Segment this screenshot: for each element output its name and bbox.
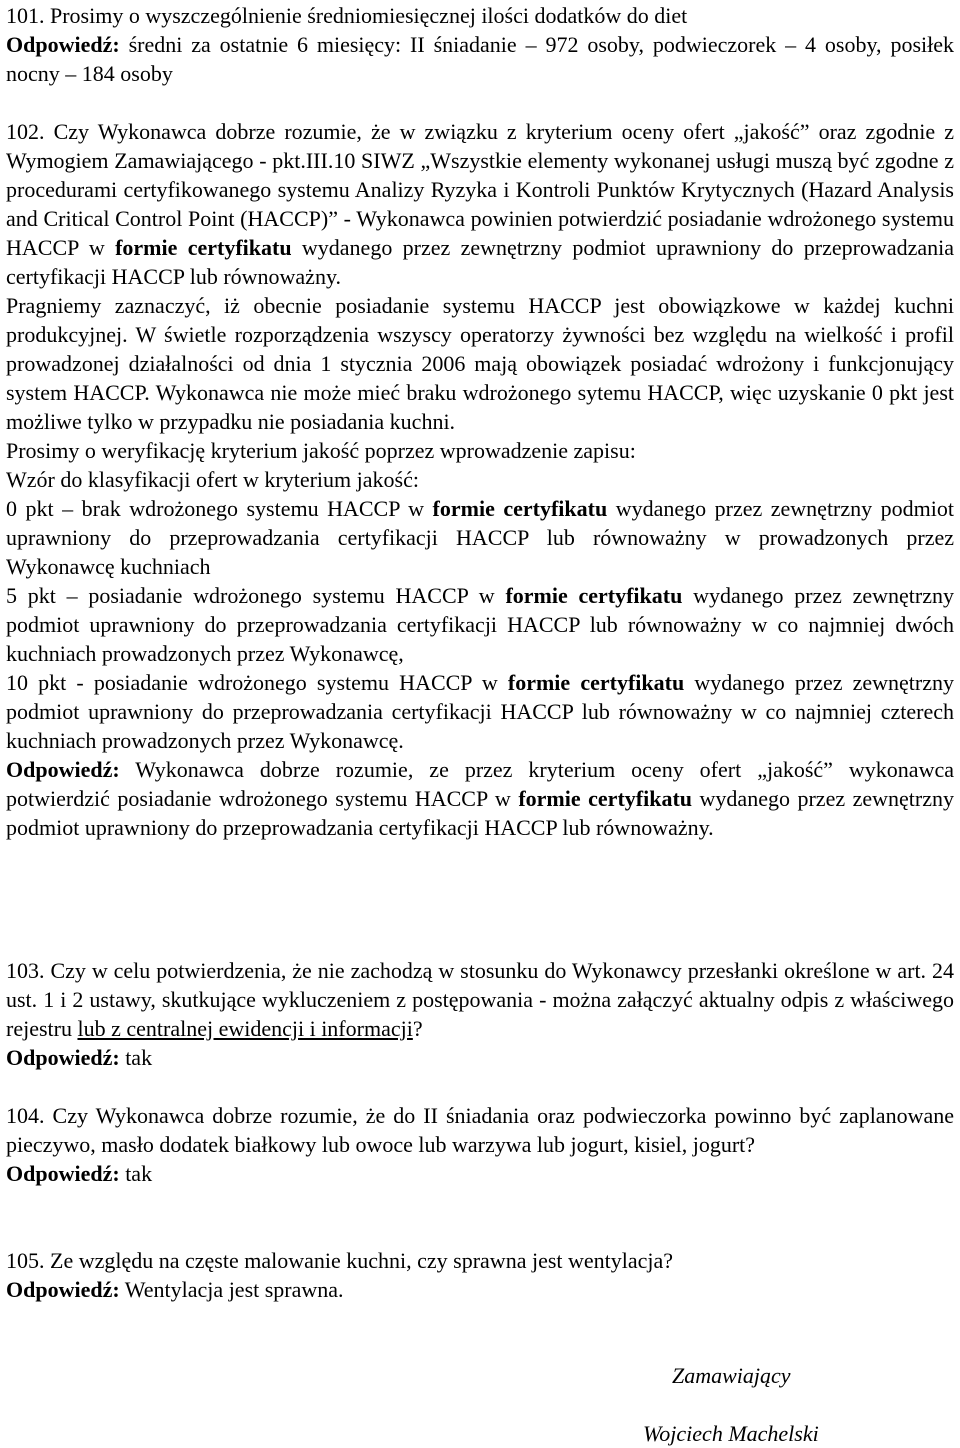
underlined-phrase: lub z centralnej ewidencji i informacji <box>77 1016 413 1041</box>
answer-label: Odpowiedź: <box>6 32 120 57</box>
signature-role: Zamawiający <box>672 1363 791 1388</box>
question-105-answer <box>6 1275 954 1304</box>
question-102-answer <box>6 755 954 842</box>
criterion-text: 10 pkt - posiadanie wdrożonego systemu HACCP w <box>6 670 508 695</box>
answer-label: Odpowiedź: <box>6 1277 120 1302</box>
question-105 <box>6 1246 954 1304</box>
answer-text: średni za ostatnie 6 miesięcy: II śniadanie – 972 osoby, podwieczorek – 4 osoby, posiłek nocny – 184 osoby <box>6 32 954 86</box>
question-102-text <box>6 117 954 291</box>
question-102-body-end: wydanego przez zewnętrzny podmiot uprawniony do przeprowadzania certyfikacji HACCP lub równoważny. <box>6 235 954 289</box>
answer-text: tak <box>119 1045 153 1070</box>
question-101 <box>6 1 954 88</box>
criterion-0-pkt <box>6 494 954 581</box>
question-102-note: Pragniemy zaznaczyć, iż obecnie posiadanie systemu HACCP jest obowiązkowe w każdej kuchni produkcyjnej. W świetle rozporządzenia wszyscy operatorzy żywności bez względu na wielkość i profil prowadzonej działalności od dnia 1 stycznia 2006 mają obowiązek posiadać wdrożony i funkcjonujący system HACCP. Wykonawca nie może mieć braku wdrożonego sytemu HACCP, więc uzyskanie 0 pkt jest możliwe tylko w przypadku nie posiadania kuchni. <box>6 293 954 434</box>
bold-phrase: formie certyfikatu <box>115 235 292 260</box>
question-103-body: 103. Czy w celu potwierdzenia, że nie zachodzą w stosunku do Wykonawcy przesłanki określone w art. 24 ust. 1 i 2 ustawy, skutkujące wykluczeniem z postępowania - można załączyć aktualny odpis z właściwego rejestru <box>6 958 954 1041</box>
answer-label: Odpowiedź: <box>6 757 120 782</box>
question-105-text: 105. Ze względu na częste malowanie kuchni, czy sprawna jest wentylacja? <box>6 1248 674 1273</box>
criterion-text: 0 pkt – brak wdrożonego systemu HACCP w <box>6 496 433 521</box>
question-102 <box>6 117 954 842</box>
criterion-text: 5 pkt – posiadanie wdrożonego systemu HACCP w <box>6 583 506 608</box>
criterion-text: wydanego przez zewnętrzny podmiot uprawniony do przeprowadzania certyfikacji HACCP lub równoważny w co najmniej dwóch kuchniach prowadzonych przez Wykonawcę, <box>6 583 955 666</box>
answer-text: tak <box>119 1161 153 1186</box>
answer-text: Wentylacja jest sprawna. <box>119 1277 344 1302</box>
answer-text: Wykonawca dobrze rozumie, ze przez kryterium oceny ofert „jakość” wykonawca potwierdzić posiadanie wdrożonego systemu HACCP w <box>6 757 954 811</box>
bold-phrase: formie certyfikatu <box>432 496 608 521</box>
question-102-pattern-title: Wzór do klasyfikacji ofert w kryterium jakość: <box>6 467 419 492</box>
question-103 <box>6 956 954 1072</box>
question-104-answer <box>6 1159 954 1188</box>
question-102-body: 102. Czy Wykonawca dobrze rozumie, że w związku z kryterium oceny ofert „jakość” oraz zgodnie z Wymogiem Zamawiającego - pkt.III.10 SIWZ „Wszystkie elementy wykonanej usługi muszą być zgodne z procedurami certyfikowanego systemu Analizy Ryzyka i Kontroli Punktów Krytycznych (Hazard Analysis and Critical Control Point (HACCP)” - Wykonawca powinien potwierdzić posiadanie wdrożonego systemu HACCP w <box>6 119 954 260</box>
answer-label: Odpowiedź: <box>6 1045 120 1070</box>
question-101-text: 101. Prosimy o wyszczególnienie średniomiesięcznej ilości dodatków do diet <box>6 3 688 28</box>
answer-text: wydanego przez zewnętrzny podmiot uprawniony do przeprowadzania certyfikacji HACCP lub równoważny. <box>6 786 954 840</box>
question-101-answer <box>6 30 954 88</box>
question-103-answer <box>6 1043 954 1072</box>
question-102-request: Prosimy o weryfikację kryterium jakość poprzez wprowadzenie zapisu: <box>6 438 636 463</box>
criterion-5-pkt <box>6 581 954 668</box>
criterion-10-pkt <box>6 668 954 755</box>
question-104 <box>6 1101 954 1188</box>
bold-phrase: formie certyfikatu <box>505 583 683 608</box>
question-103-text <box>6 956 954 1043</box>
bold-phrase: formie certyfikatu <box>507 670 685 695</box>
criterion-text: wydanego przez zewnętrzny podmiot uprawniony do przeprowadzania certyfikacji HACCP lub równoważny w prowadzonych przez Wykonawcę kuchniach <box>6 496 954 579</box>
bold-phrase: formie certyfikatu <box>518 786 693 811</box>
signature-name: Wojciech Machelski <box>643 1421 819 1446</box>
question-103-body-end: ? <box>412 1016 423 1041</box>
answer-label: Odpowiedź: <box>6 1161 120 1186</box>
criterion-text: wydanego przez zewnętrzny podmiot uprawniony do przeprowadzania certyfikacji HACCP lub równoważny w co najmniej czterech kuchniach prowadzonych przez Wykonawcę. <box>6 670 955 753</box>
question-104-text: 104. Czy Wykonawca dobrze rozumie, że do II śniadania oraz podwieczorka powinno być zaplanowane pieczywo, masło dodatek białkowy lub owoce lub warzywa lub jogurt, kisiel, jogurt? <box>6 1103 954 1157</box>
